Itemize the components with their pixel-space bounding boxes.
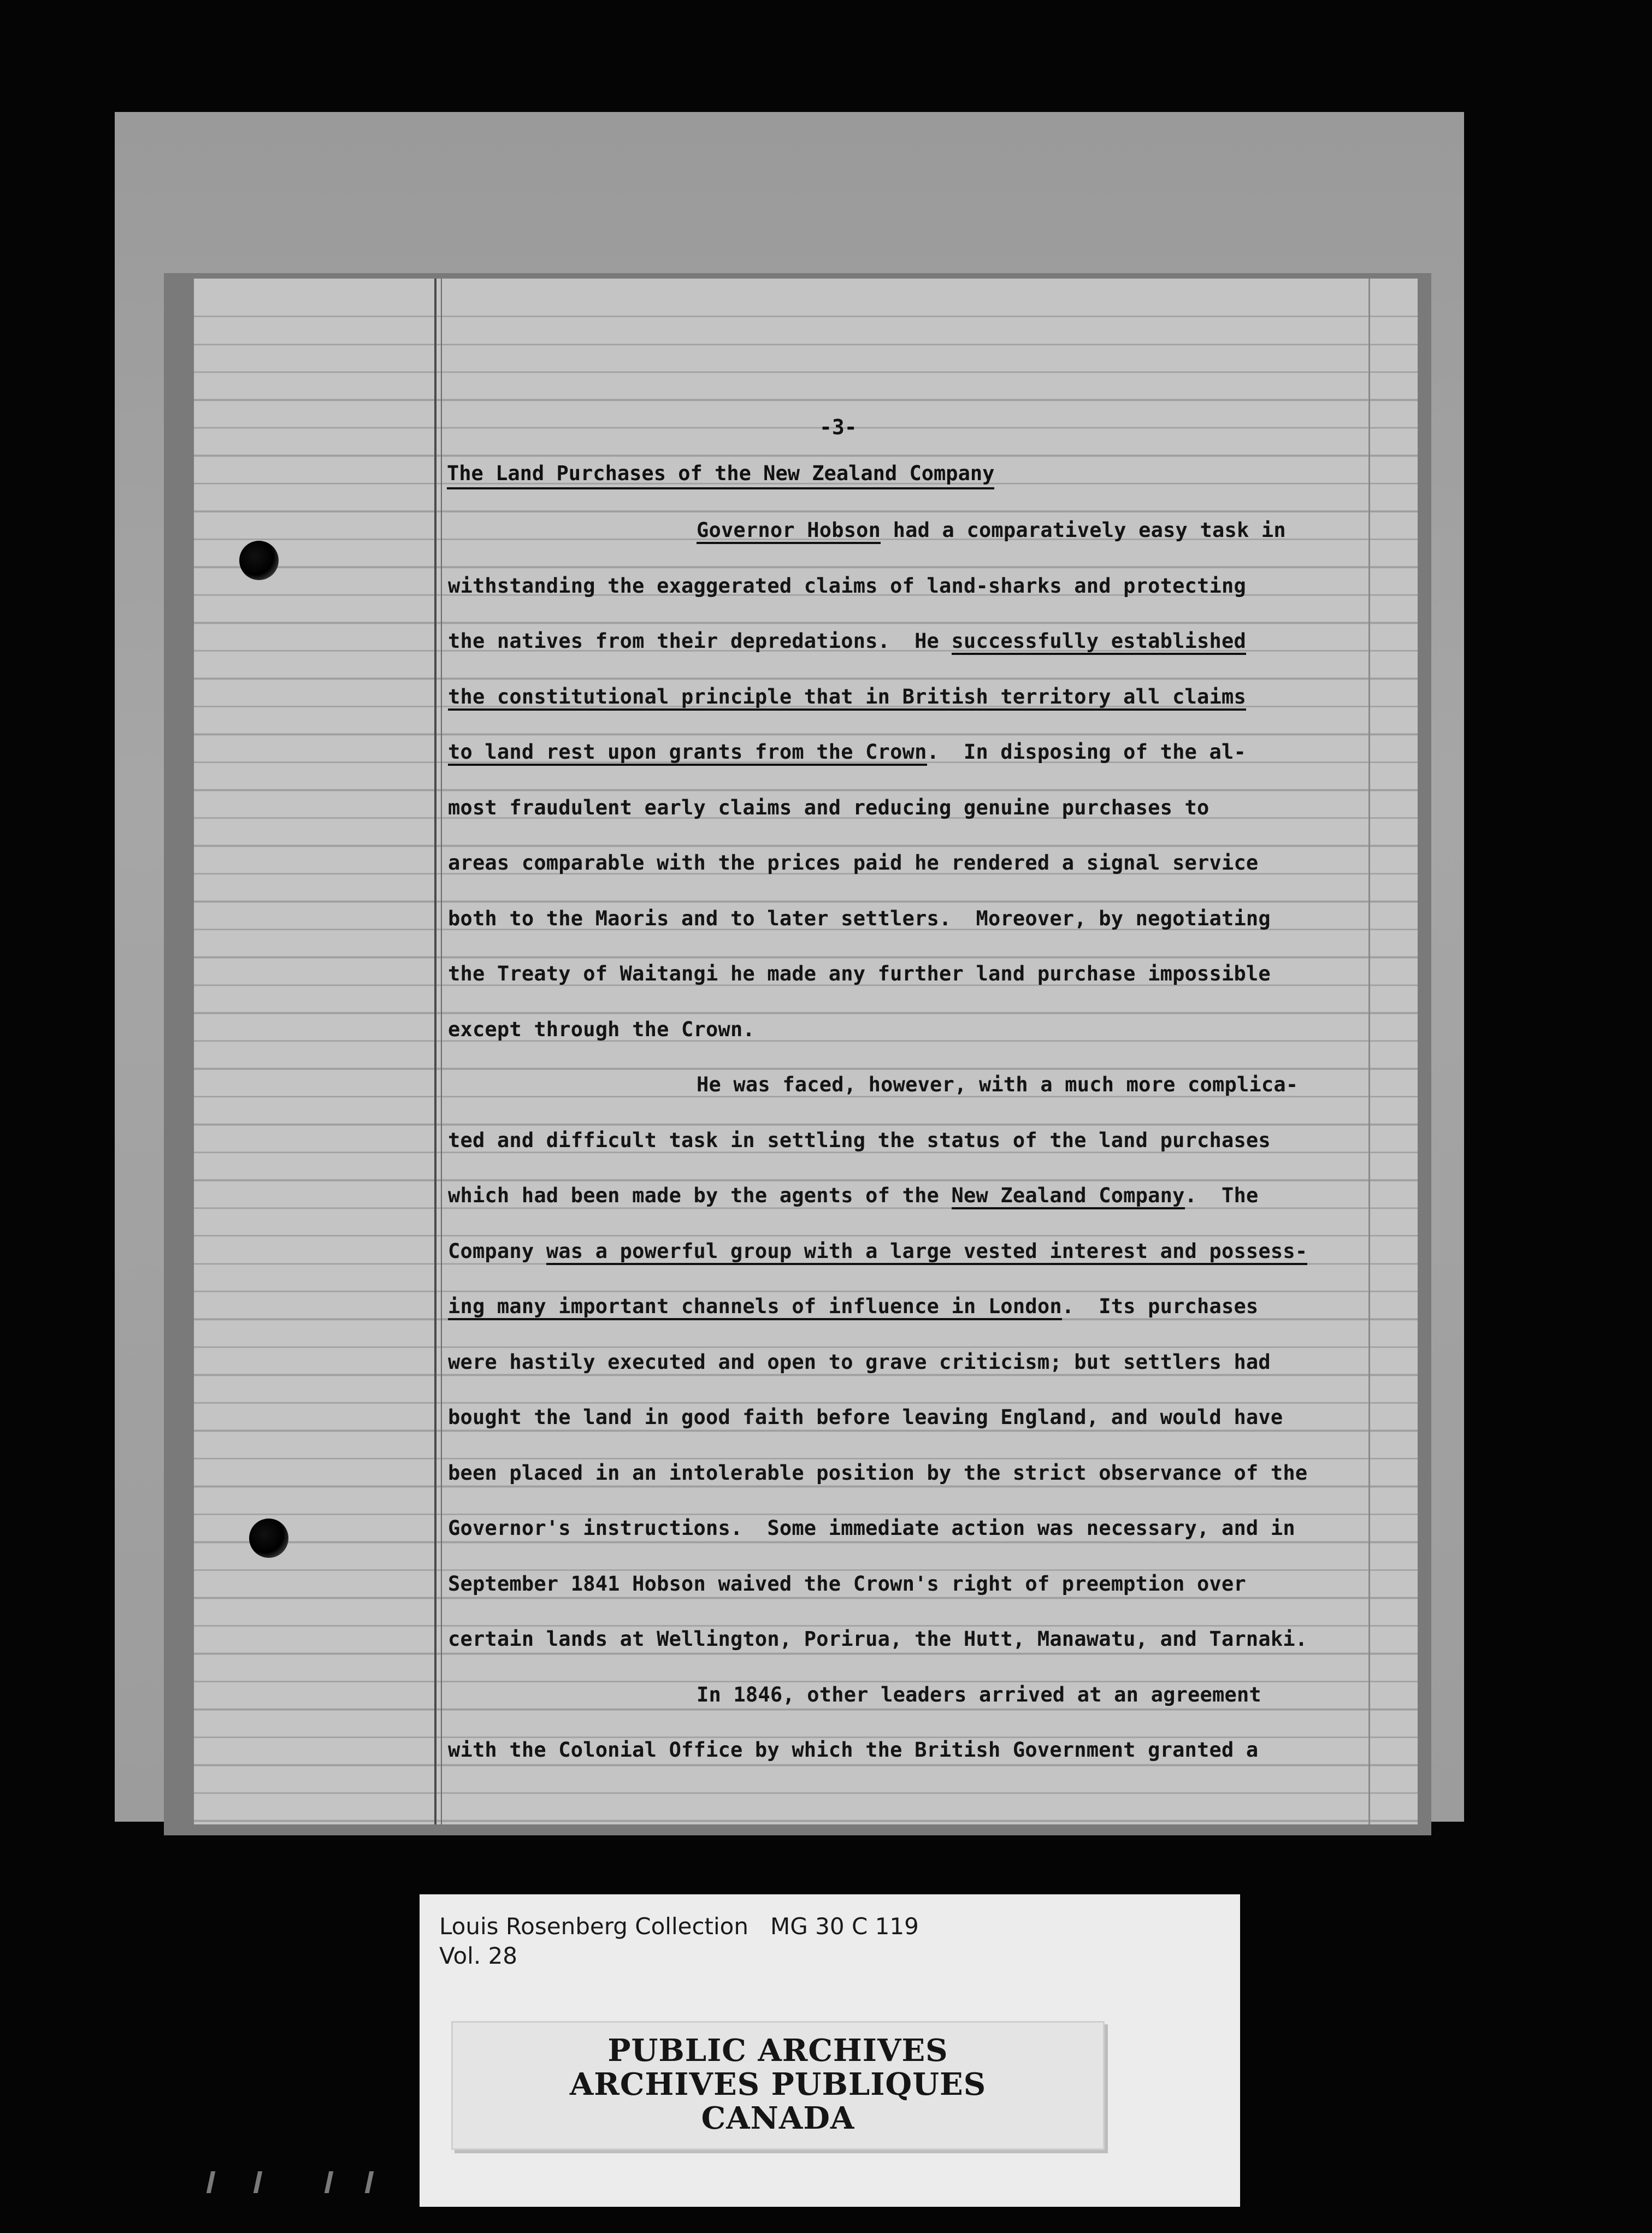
line-text: . The [1184, 1184, 1259, 1207]
archive-line-french: ARCHIVES PUBLIQUES [569, 2066, 987, 2102]
line-text: areas comparable with the prices paid he rendered a signal service [448, 851, 1259, 875]
line-text: . In disposing of the al- [927, 740, 1246, 764]
text-line [448, 1390, 1431, 1445]
text-line [448, 1334, 1431, 1390]
line-text: the natives from their depredations. He [448, 629, 952, 653]
line-text: . Its purchases [1061, 1295, 1259, 1318]
line-text: Governor's instructions. Some immediate action was necessary, and in [448, 1516, 1295, 1540]
line-text: ted and difficult task in settling the status of the land purchases [448, 1128, 1271, 1152]
text-line [448, 1224, 1431, 1279]
line-text: been placed in an intolerable position by the strict observance of the [448, 1461, 1308, 1485]
underlined-text: Governor Hobson [697, 518, 881, 544]
text-line [448, 613, 1431, 669]
page-number: -3- [819, 415, 857, 439]
margin-rule [434, 279, 436, 1824]
film-tick [324, 2171, 334, 2193]
line-text: were hastily executed and open to grave criticism; but settlers had [448, 1350, 1271, 1374]
film-tick [253, 2171, 263, 2193]
text-line [448, 891, 1431, 947]
punch-hole-bottom [249, 1519, 288, 1558]
line-text: most fraudulent early claims and reducing genuine purchases to [448, 795, 1210, 819]
line-text: He was faced, however, with a much more complica- [697, 1073, 1299, 1096]
text-line [448, 558, 1431, 614]
film-tick [206, 2171, 216, 2193]
text-line [697, 1667, 1652, 1723]
text-line [448, 1113, 1431, 1168]
line-text: certain lands at Wellington, Porirua, the Hutt, Manawatu, and Tarnaki. [448, 1627, 1308, 1651]
film-tick [365, 2171, 374, 2193]
text-line [448, 1002, 1431, 1058]
archive-label [420, 1894, 1240, 2207]
text-line [697, 503, 1652, 558]
text-line [448, 780, 1431, 836]
text-line [448, 1279, 1431, 1334]
line-text: the Treaty of Waitangi he made any further land purchase impossible [448, 962, 1271, 985]
text-line [448, 1611, 1431, 1667]
underlined-text: to land rest upon grants from the Crown [448, 740, 927, 766]
underlined-text: the constitutional principle that in British territory all claims [448, 685, 1246, 711]
underlined-text: successfully established [952, 629, 1246, 655]
underlined-text: was a powerful group with a large vested interest and possess- [546, 1239, 1308, 1265]
text-line [448, 1445, 1431, 1501]
text-line [448, 946, 1431, 1002]
line-text: September 1841 Hobson waived the Crown's right of preemption over [448, 1572, 1246, 1596]
line-text: except through the Crown. [448, 1017, 755, 1041]
collection-line: Louis Rosenberg Collection MG 30 C 119 [439, 1913, 919, 1940]
line-text: In 1846, other leaders arrived at an agreement [697, 1682, 1261, 1706]
line-text: bought the land in good faith before leaving England, and would have [448, 1405, 1283, 1429]
underlined-text: ing many important channels of influence in London [448, 1295, 1062, 1320]
text-line [697, 1057, 1652, 1113]
volume-line: Vol. 28 [439, 1942, 517, 1969]
text-line [448, 669, 1431, 725]
archive-line-english: PUBLIC ARCHIVES [607, 2033, 948, 2069]
text-line [448, 1722, 1431, 1778]
underlined-text: New Zealand Company [952, 1184, 1185, 1209]
document-title: The Land Purchases of the New Zealand Company [447, 462, 994, 489]
text-line [448, 724, 1431, 780]
line-text: had a comparatively easy task in [881, 518, 1286, 542]
archive-line-country: CANADA [701, 2100, 855, 2136]
line-text: Company [448, 1239, 546, 1263]
line-text: withstanding the exaggerated claims of land-sharks and protecting [448, 574, 1246, 598]
line-text: which had been made by the agents of the [448, 1184, 952, 1207]
text-line [448, 1556, 1431, 1612]
text-line [448, 1168, 1431, 1224]
text-line [448, 1501, 1431, 1556]
line-text: with the Colonial Office by which the British Government granted a [448, 1738, 1259, 1762]
archive-stamp-box [451, 2021, 1105, 2150]
line-text: both to the Maoris and to later settlers. Moreover, by negotiating [448, 906, 1271, 930]
text-line [448, 835, 1431, 891]
margin-rule-inner [441, 279, 442, 1824]
punch-hole-top [239, 541, 279, 580]
